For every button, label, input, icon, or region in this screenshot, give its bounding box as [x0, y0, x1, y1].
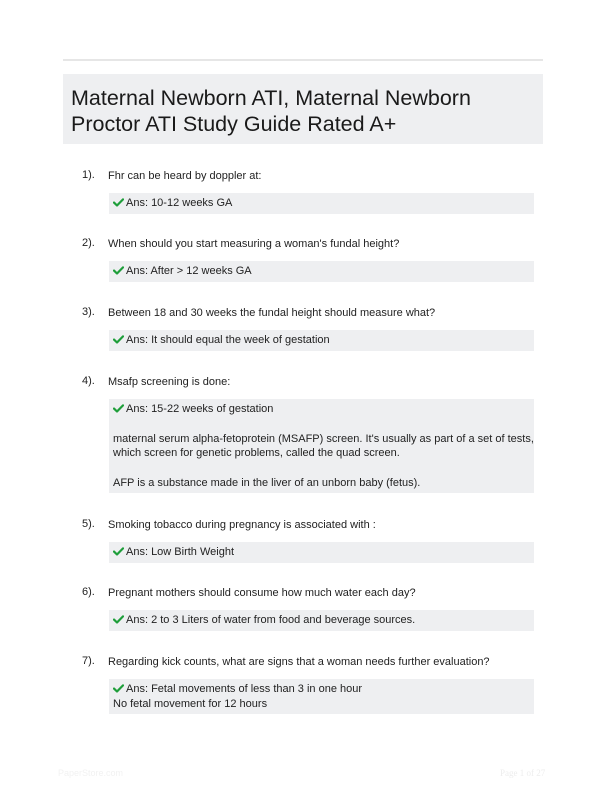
answer-box [109, 193, 534, 214]
answer-line [113, 682, 529, 697]
question-number: 7). [82, 655, 95, 667]
answer-box [109, 261, 534, 282]
explanation-text: AFP is a substance made in the liver of an unborn baby (fetus). [113, 476, 421, 489]
check-icon [113, 266, 124, 275]
question-number: 3). [82, 306, 95, 318]
answer-box [109, 679, 534, 714]
check-icon [113, 684, 124, 693]
answer-text: Ans: Low Birth Weight [126, 546, 235, 558]
question-text: Between 18 and 30 weeks the fundal height should measure what? [108, 307, 436, 319]
answer-line [113, 402, 529, 417]
answer-text: Ans: 2 to 3 Liters of water from food and beverage sources. [126, 614, 416, 626]
top-divider [63, 59, 543, 61]
answer-line [113, 545, 529, 560]
question-text: Pregnant mothers should consume how much water each day? [108, 587, 416, 599]
question-text: Regarding kick counts, what are signs that a woman needs further evaluation? [108, 656, 490, 668]
answer-text: Ans: After > 12 weeks GA [126, 265, 252, 277]
page-number: Page 1 of 27 [500, 768, 546, 778]
explanation-text: maternal serum alpha-fetoprotein (MSAFP) screen. It's usually as part of a set of tests, [113, 432, 534, 445]
title-line-2: Proctor ATI Study Guide Rated A+ [71, 112, 397, 136]
answer-text: Ans: 10-12 weeks GA [126, 197, 233, 209]
answer-line [113, 264, 529, 279]
check-icon [113, 547, 124, 556]
answer-text: Ans: 15-22 weeks of gestation [126, 403, 274, 415]
answer-line [113, 333, 529, 348]
question-text: Smoking tobacco during pregnancy is associated with : [108, 519, 376, 531]
answer-line [113, 196, 529, 211]
answer-text: Ans: It should equal the week of gestation [126, 334, 330, 346]
answer-box [109, 399, 534, 493]
question-number: 4). [82, 375, 95, 387]
answer-line [113, 613, 529, 628]
question-number: 5). [82, 518, 95, 530]
check-icon [113, 615, 124, 624]
answer-box [109, 330, 534, 351]
explanation-text: which screen for genetic problems, called the quad screen. [113, 447, 400, 459]
check-icon [113, 404, 124, 413]
question-text: When should you start measuring a woman's fundal height? [108, 238, 400, 250]
document-title [63, 74, 543, 144]
check-icon [113, 335, 124, 344]
footer-watermark: PaperStore.com [58, 768, 124, 778]
answer-text: Ans: Fetal movements of less than 3 in one hour [126, 683, 363, 695]
answer-box [109, 610, 534, 631]
question-text: Fhr can be heard by doppler at: [108, 170, 262, 182]
question-number: 6). [82, 586, 95, 598]
answer-box [109, 542, 534, 563]
question-text: Msafp screening is done: [108, 376, 231, 388]
question-number: 1). [82, 169, 95, 181]
check-icon [113, 198, 124, 207]
question-number: 2). [82, 237, 95, 249]
title-line-1: Maternal Newborn ATI, Maternal Newborn [71, 86, 471, 110]
answer-text: No fetal movement for 12 hours [113, 697, 268, 710]
